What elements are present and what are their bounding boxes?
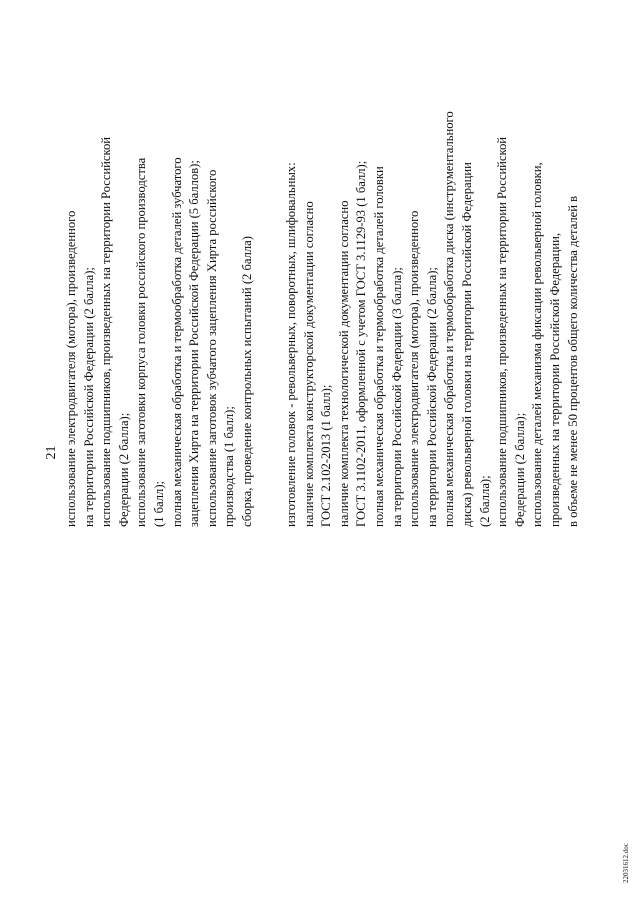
text-line: на территории Российской Федерации (3 балла); bbox=[389, 267, 404, 527]
text-line: диска) револьверной головки на территории Российской Федерации bbox=[459, 162, 474, 527]
text-line: на территории Российской Федерации (2 балла); bbox=[424, 267, 439, 527]
text-line: использование электродвигателя (мотора), произведенного bbox=[407, 210, 422, 527]
text-line: на территории Российской Федерации (2 балла); bbox=[81, 267, 96, 527]
text-line: Федерации (2 балла); bbox=[116, 412, 131, 527]
text-line: использование подшипников, произведенных на территории Российской bbox=[495, 136, 510, 527]
text-line: наличие комплекта конструкторской документации согласно bbox=[301, 201, 316, 527]
criteria-block-1 bbox=[63, 57, 257, 527]
text-line: наличие комплекта технологической документации согласно bbox=[336, 200, 351, 527]
text-line: использование электродвигателя (мотора), произведенного bbox=[64, 210, 78, 527]
text-line: полная механическая обработка и термообработка диска (инструментального bbox=[442, 111, 457, 527]
text-line: использование деталей механизма фиксации револьверной головки, bbox=[530, 162, 545, 527]
document-code: 22031612.doc bbox=[622, 843, 630, 883]
text-line: производства (1 балл); bbox=[222, 406, 237, 527]
text-line: Федерации (2 балла); bbox=[512, 412, 527, 527]
text-line: ГОСТ 2.102-2013 (1 балл); bbox=[319, 384, 334, 527]
text-line: (2 балла); bbox=[477, 475, 492, 527]
text-line: изготовление головок - револьверных, поворотных, шлифовальных: bbox=[284, 162, 298, 527]
text-line: использование заготовки корпуса головки российского производства bbox=[134, 157, 149, 527]
text-line: (1 балл); bbox=[151, 480, 166, 527]
page-number: 21 bbox=[44, 445, 59, 460]
text-line: полная механическая обработка и термообработка деталей головки bbox=[371, 166, 386, 527]
text-line: использование подшипников, произведенных на территории Российской bbox=[99, 136, 114, 527]
text-line: ГОСТ 3.1102-2011, оформленной с учетом ГОСТ 3.1129-93 (1 балл); bbox=[354, 160, 369, 527]
criteria-block-2 bbox=[283, 57, 582, 527]
text-line: зацепления Хирта на территории Российской Федерации (5 баллов); bbox=[187, 160, 202, 527]
text-line: полная механическая обработка и термообработка деталей зубчатого bbox=[169, 157, 184, 527]
text-line: использование заготовок зубчатого зацепления Хирта российского bbox=[204, 169, 219, 527]
text-line: сборка, проведение контрольных испытаний (2 балла) bbox=[239, 236, 254, 527]
text-line: в объеме не менее 50 процентов общего количества деталей в bbox=[565, 195, 580, 527]
text-line: произведенных на территории Российской Федерации, bbox=[547, 232, 562, 527]
